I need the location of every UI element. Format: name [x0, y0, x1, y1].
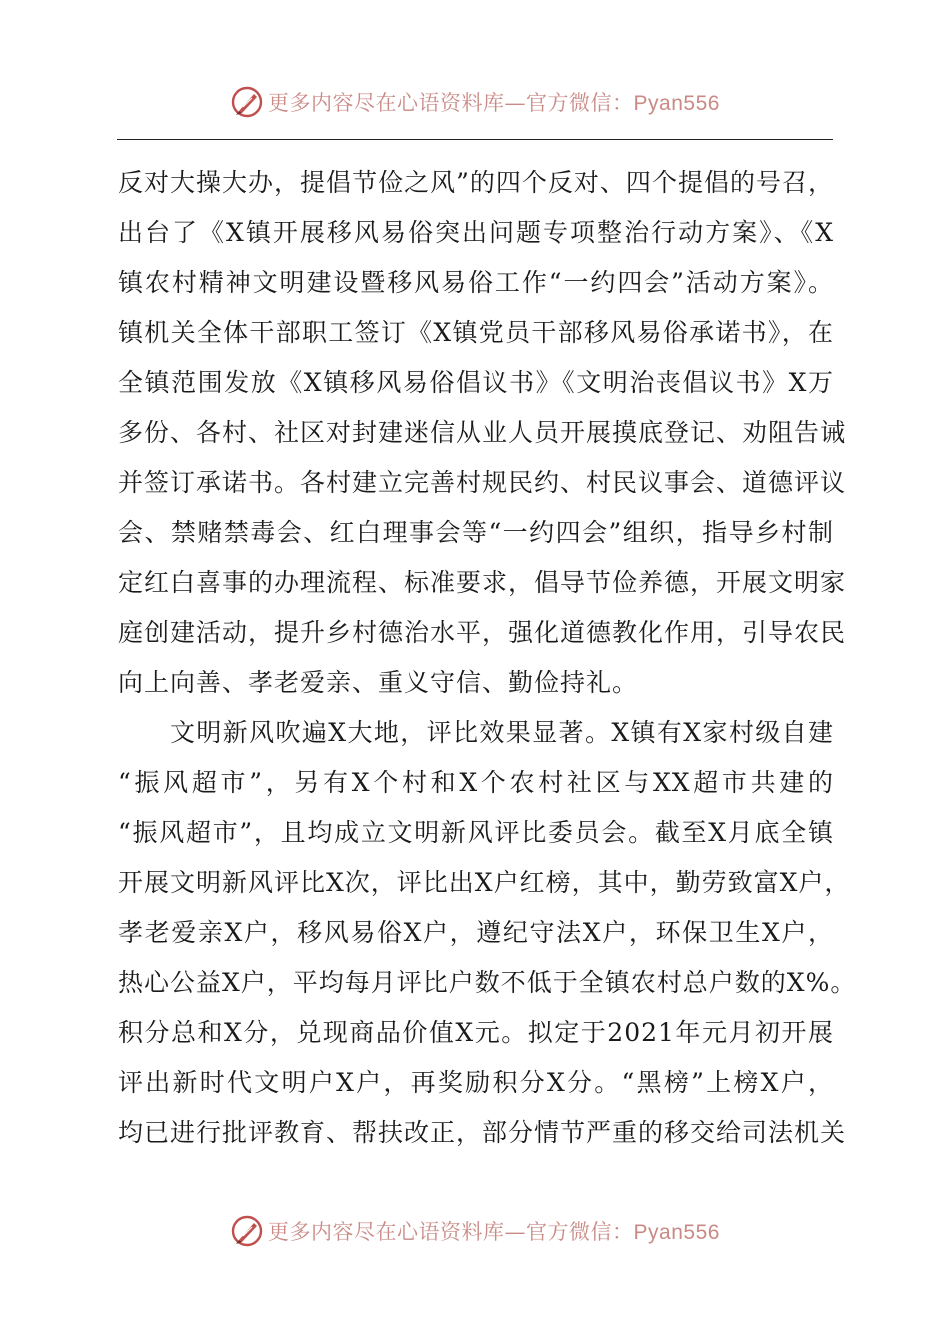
- quill-pen-logo-icon: [230, 1214, 264, 1248]
- footer-wechat-id: Pyan556: [633, 1221, 720, 1244]
- text-line: 出台了《X镇开展移风易俗突出问题专项整治行动方案》、《X: [118, 218, 834, 247]
- footer-banner-label: 更多内容尽在心语资料库—官方微信：: [268, 1220, 634, 1244]
- text-line: 会、禁赌禁毒会、红白理事会等“一约四会”组织，指导乡村制: [118, 518, 834, 547]
- header-divider: [117, 139, 833, 140]
- text-line: 向上向善、孝老爱亲、重义守信、勤俭持礼。: [118, 668, 639, 697]
- footer-banner: [0, 1211, 950, 1251]
- text-line: 反对大操大办，提倡节俭之风”的四个反对、四个提倡的号召，: [118, 168, 834, 197]
- text-line: 多份、各村、社区对封建迷信从业人员开展摸底登记、劝阻告诫: [118, 418, 847, 447]
- header-banner: [0, 82, 950, 122]
- document-body: [118, 158, 857, 1158]
- text-line: 积分总和X分，兑现商品价值X元。拟定于2021年元月初开展: [118, 1018, 834, 1047]
- paragraph-1: [118, 158, 847, 708]
- text-line: 热心公益X户，平均每月评比户数不低于全镇农村总户数的X%。: [118, 968, 857, 997]
- text-line: 均已进行批评教育、帮扶改正，部分情节严重的移交给司法机关: [118, 1118, 847, 1147]
- header-wechat-id: Pyan556: [633, 92, 720, 115]
- text-line: 定红白喜事的办理流程、标准要求，倡导节俭养德，开展文明家: [118, 568, 847, 597]
- quill-pen-logo-icon: [230, 85, 264, 119]
- text-line: 镇机关全体干部职工签订《X镇党员干部移风易俗承诺书》，在: [118, 318, 834, 347]
- footer-banner-text: [268, 1216, 720, 1246]
- text-line: 并签订承诺书。各村建立完善村规民约、村民议事会、道德评议: [118, 468, 847, 497]
- text-line: 评出新时代文明户X户，再奖励积分X分。“黑榜”上榜X户，: [118, 1068, 834, 1097]
- text-line: 孝老爱亲X户，移风易俗X户，遵纪守法X户，环保卫生X户，: [118, 918, 834, 947]
- text-line: “振风超市”，且均成立文明新风评比委员会。截至X月底全镇: [118, 818, 834, 847]
- text-line: 开展文明新风评比X次，评比出X户红榜，其中，勤劳致富X户，: [118, 868, 851, 897]
- text-line: 庭创建活动，提升乡村德治水平，强化道德教化作用，引导农民: [118, 618, 847, 647]
- paragraph-2: [118, 708, 857, 1158]
- text-line: 镇农村精神文明建设暨移风易俗工作“一约四会”活动方案》。: [118, 268, 834, 297]
- header-banner-text: [268, 87, 720, 117]
- text-line: “振风超市”，另有X个村和X个农村社区与XX超市共建的: [118, 768, 834, 797]
- text-line: 全镇范围发放《X镇移风易俗倡议书》《文明治丧倡议书》X万: [118, 368, 834, 397]
- text-line: 文明新风吹遍X大地，评比效果显著。X镇有X家村级自建: [170, 718, 834, 747]
- header-banner-label: 更多内容尽在心语资料库—官方微信：: [268, 91, 634, 115]
